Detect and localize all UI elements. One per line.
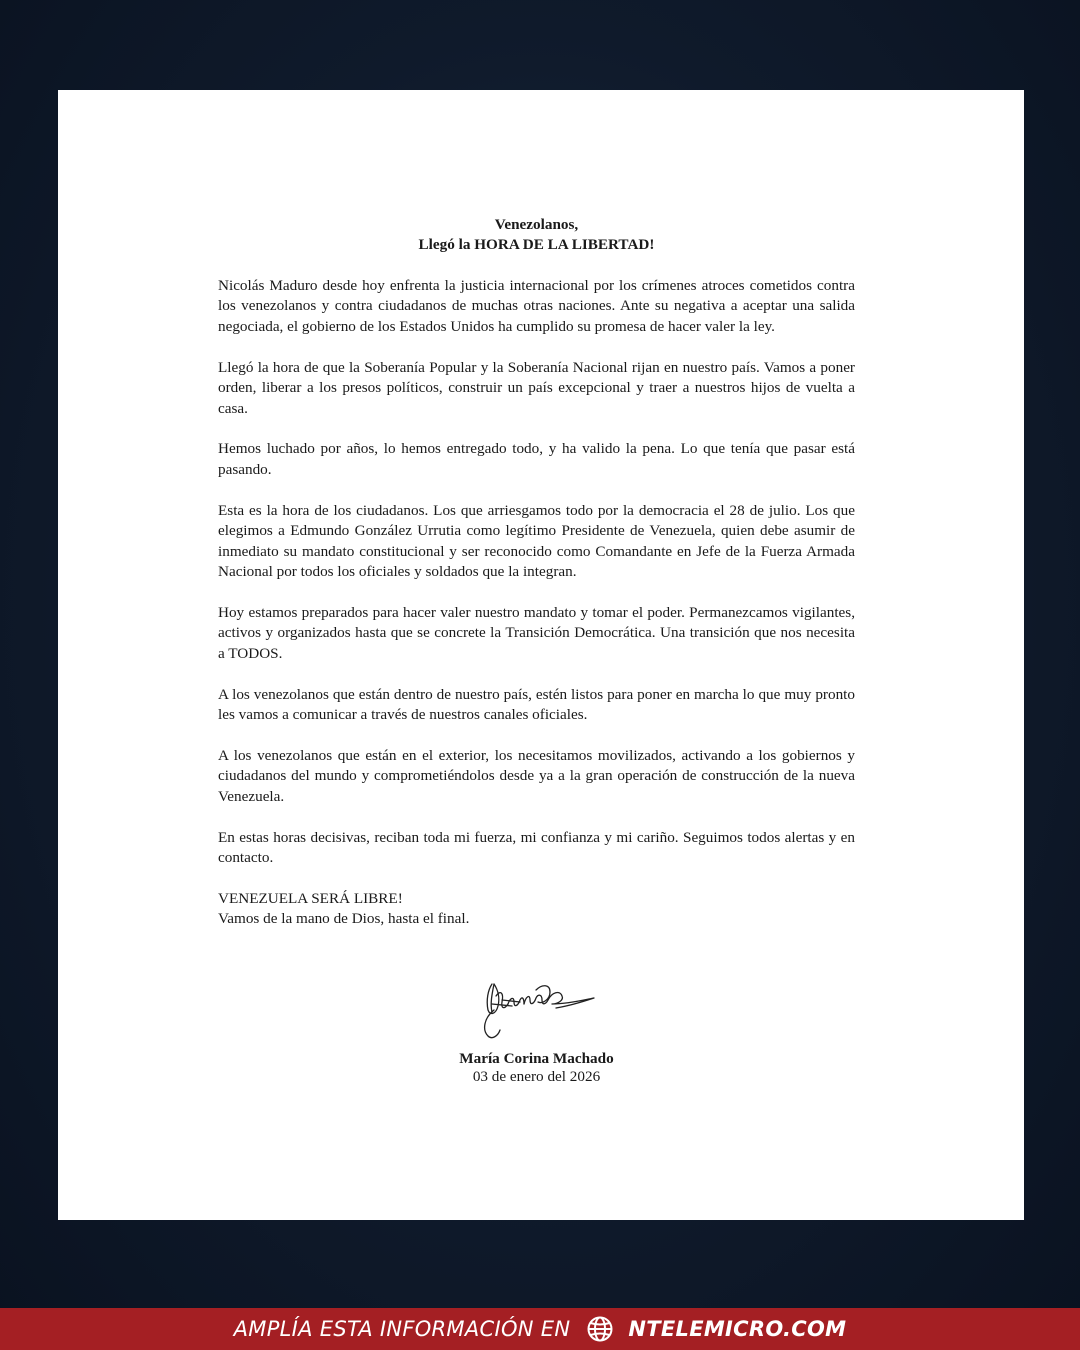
handwritten-signature — [472, 970, 602, 1044]
paragraph: Hoy estamos preparados para hacer valer nuestro mandato y tomar el poder. Permanezcamos vigilantes, activos y organizados hasta que se concrete la Transición Democrática. Una transición que nos necesita a TODOS. — [218, 603, 855, 662]
closing-slogan: VENEZUELA SERÁ LIBRE! — [218, 889, 403, 907]
paragraph: En estas horas decisivas, reciban toda mi fuerza, mi confianza y mi cariño. Seguimos todos alertas y en contacto. — [218, 828, 855, 867]
footer-cta-text: AMPLÍA ESTA INFORMACIÓN EN — [233, 1317, 571, 1341]
signature-block — [218, 970, 855, 1086]
closing-farewell: Vamos de la mano de Dios, hasta el final. — [218, 910, 470, 928]
letter-date: 03 de enero del 2026 — [472, 1068, 601, 1085]
letter-body — [218, 215, 855, 1085]
letter-page — [58, 90, 1024, 1220]
paragraph: Hemos luchado por años, lo hemos entregado todo, y ha valido la pena. Lo que tenía que pasar está pasando. — [218, 440, 855, 478]
footer-banner[interactable] — [0, 1308, 1080, 1350]
paragraph: Nicolás Maduro desde hoy enfrenta la justicia internacional por los crímenes atroces cometidos contra los venezolanos y contra ciudadanos de muchas otras naciones. Ante su negativa a aceptar una salida negociada, el gobierno de los Estados Unidos ha cumplido su promesa de hacer valer la ley. — [218, 277, 855, 335]
paragraph: A los venezolanos que están dentro de nuestro país, estén listos para poner en marcha lo que muy pronto les vamos a comunicar a través de nuestros canales oficiales. — [218, 685, 855, 723]
greeting: Venezolanos, — [494, 216, 579, 233]
letter-heading — [218, 215, 855, 255]
paragraph: Esta es la hora de los ciudadanos. Los que arriesgamos todo por la democracia el 28 de julio. Los que elegimos a Edmundo González Urrutia como legítimo Presidente de Venezuela, quien debe asumir de inmediato su mandato constitucional y ser reconocido como Comandante en Jefe de la Fuerza Armada Nacional por todos los oficiales y soldados que la integran. — [218, 501, 855, 580]
paragraph: A los venezolanos que están en el exterior, los necesitamos movilizados, activando a los gobiernos y ciudadanos del mundo y comprometiéndolos desde ya a la gran operación de construcción de la nueva Venezuela. — [218, 746, 855, 805]
globe-icon — [586, 1315, 614, 1343]
letter-title: Llegó la HORA DE LA LIBERTAD! — [418, 236, 655, 253]
signer-name: María Corina Machado — [459, 1050, 614, 1067]
paragraph: Llegó la hora de que la Soberanía Popular y la Soberanía Nacional rijan en nuestro país. Vamos a poner orden, liberar a los presos políticos, construir un país excepcional y traer a nuestros hijos de vuelta a casa. — [218, 358, 855, 417]
footer-site-link[interactable]: NTELEMICRO.COM — [628, 1317, 847, 1341]
